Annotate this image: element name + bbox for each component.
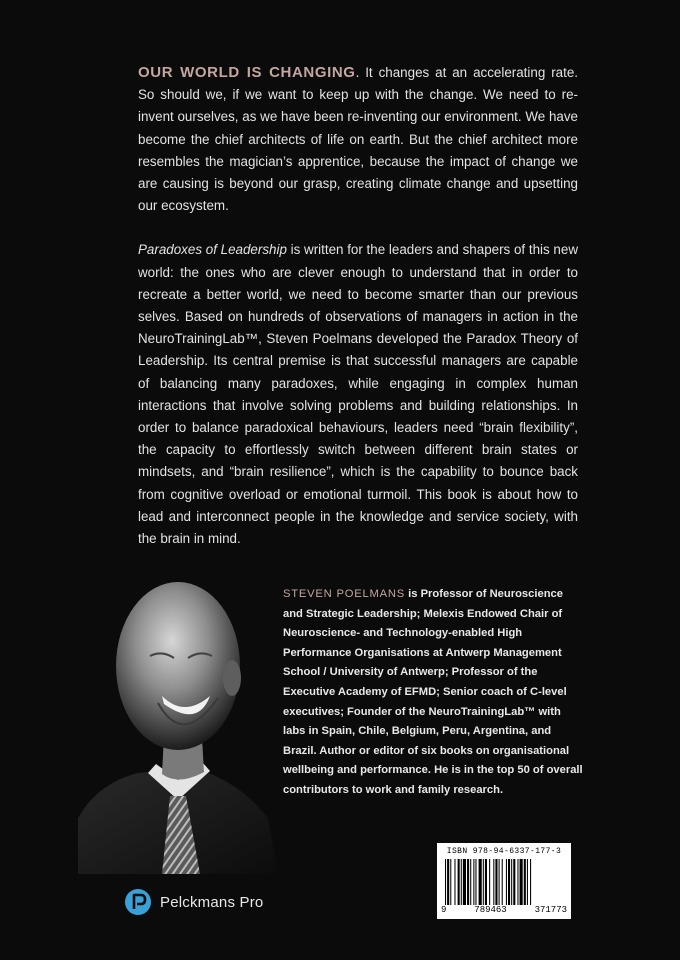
author-bio xyxy=(283,585,583,801)
barcode-bar xyxy=(463,859,466,905)
barcode-digits-right: 371773 xyxy=(534,905,567,915)
barcode-bar xyxy=(499,859,500,905)
barcode-bar xyxy=(489,859,490,905)
author-bio-text: is Professor of Neuroscience and Strategic Leadership; Melexis Endowed Chair of Neuroscience- and Technology-enabled High Performance Organisations at Antwerp Management School / University of Antwerp; Professor of the Executive Academy of EFMD; Senior coach of C-level executives; Founder of the NeuroTrainingLab™ with labs in Spain, Chile, Belgium, Peru, Argentina, and Brazil. Author or editor of six books on organisational wellbeing and performance. He is in the top 50 of overall contributors to work and family research. xyxy=(283,588,583,796)
publisher-name: Pelckmans Pro xyxy=(160,893,264,911)
barcode-bar xyxy=(495,859,497,905)
cover-blurb xyxy=(138,62,578,572)
barcode-bar xyxy=(450,859,451,905)
barcode-bar xyxy=(445,859,446,905)
barcode-digit-lead: 9 xyxy=(441,905,447,915)
barcode-bar xyxy=(479,859,482,905)
barcode-digits-left: 789463 xyxy=(474,905,507,915)
barcode-bar xyxy=(467,859,469,905)
barcode-bar xyxy=(485,859,487,905)
barcode-bar xyxy=(502,859,503,905)
barcode-bar xyxy=(524,859,526,905)
barcode-bars xyxy=(445,859,563,905)
barcode-bar xyxy=(493,859,494,905)
isbn-label: ISBN 978-94-6337-177-3 xyxy=(446,847,562,856)
barcode-bar xyxy=(447,859,449,905)
barcode-bar xyxy=(506,859,507,905)
blurb-paragraph-2-text: is written for the leaders and shapers of this new world: the ones who are clever enough to understand that in order to recreate a better world, we need to become smarter than our previous selves. Based on hundreds of observations of managers in action in the NeuroTrainingLab™, Steven Poelmans developed the Paradox Theory of Leadership. Its central premise is that successful managers are capable of balancing many paradoxes, while engaging in complex human interactions that involve solving problems and building relationships. In order to balance paradoxical behaviours, leaders need “brain flexibility”, the capacity to effortlessly switch between different brain states or mindsets, and “brain resilience”, which is the capability to bounce back from cognitive overload or emotional turmoil. This book is about how to lead and interconnect people in the knowledge and service society, with the brain in mind. xyxy=(138,242,578,547)
blurb-paragraph-2 xyxy=(138,239,578,550)
barcode-bar xyxy=(470,859,471,905)
author-name: STEVEN POELMANS xyxy=(283,588,406,600)
barcode-bar xyxy=(461,859,462,905)
barcode-bar xyxy=(530,859,531,905)
barcode-bar xyxy=(483,859,484,905)
barcode-bar xyxy=(473,859,474,905)
barcode-bar xyxy=(511,859,512,905)
blurb-paragraph-1 xyxy=(138,62,578,217)
barcode-bar xyxy=(458,859,460,905)
barcode-bar xyxy=(520,859,523,905)
author-portrait xyxy=(78,568,278,874)
barcode-bar xyxy=(454,859,455,905)
lead-caps-heading: OUR WORLD IS CHANGING xyxy=(138,64,356,81)
book-title: Paradoxes of Leadership xyxy=(138,242,287,258)
barcode-bar xyxy=(527,859,528,905)
barcode-digits xyxy=(441,905,567,915)
blurb-paragraph-1-text: . It changes at an accelerating rate. So should we, if we want to keep up with the change. We need to re-invent ourselves, as we have been re-inventing our environment. We have become the chief architects of life on earth. But the chief architect more resembles the magician’s apprentice, because the impact of change we are causing is beyond our grasp, creating climate change and upsetting our ecosystem. xyxy=(138,65,578,214)
publisher-logo-icon xyxy=(124,888,152,916)
barcode-bar xyxy=(508,859,510,905)
author-portrait-image xyxy=(78,568,278,874)
barcode-bar xyxy=(475,859,476,905)
publisher-logo xyxy=(124,885,263,919)
barcode-bar xyxy=(513,859,515,905)
barcode-bar xyxy=(517,859,518,905)
isbn-barcode xyxy=(437,843,571,919)
